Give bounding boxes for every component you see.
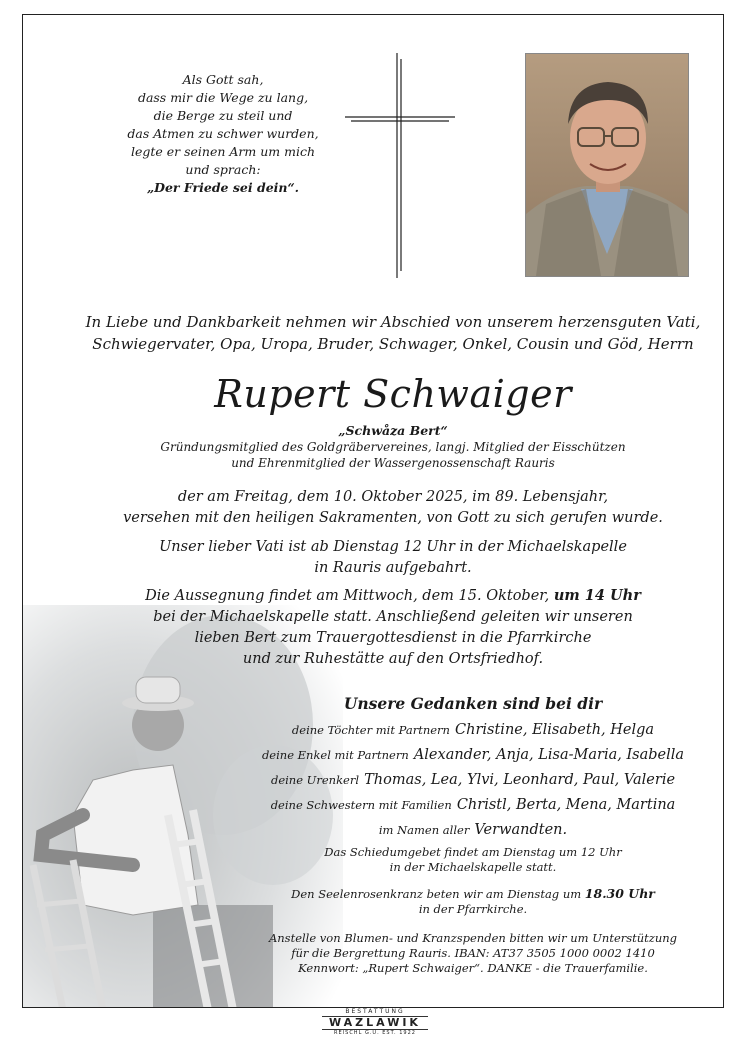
- funeral-home-logo: [300, 1008, 450, 1037]
- deceased-roles: [63, 439, 723, 471]
- rosary-text: Den Seelenrosenkranz beten wir am Dienstag um: [291, 887, 582, 901]
- family-list: [253, 691, 693, 842]
- poem-closing: „Der Friede sei dein“.: [146, 180, 300, 195]
- family-names: Christine, Elisabeth, Helga: [455, 722, 655, 738]
- family-prefix: deine Enkel mit Partnern: [261, 748, 409, 762]
- family-names: Christl, Berta, Mena, Martina: [456, 797, 676, 813]
- farewell-line: Das Schiedumgebet findet am Dienstag um 12 Uhr: [324, 845, 622, 859]
- donation-line: Anstelle von Blumen- und Kranzspenden bitten wir um Unterstützung: [268, 931, 678, 945]
- poem-line: das Atmen zu schwer wurden,: [127, 126, 319, 141]
- deceased-nickname: „Schwåza Bert“: [338, 423, 448, 438]
- donation-line: für die Bergrettung Rauris. IBAN: AT37 3505 1000 0002 1410: [291, 946, 655, 960]
- rosary-line: in der Pfarrkirche.: [418, 902, 528, 916]
- cross-icon: [345, 53, 455, 278]
- funeral-notice: [83, 585, 703, 670]
- death-notice: [83, 487, 703, 529]
- funeral-line: bei der Michaelskapelle statt. Anschließend geleiten wir unseren: [153, 609, 633, 625]
- intro-line: Schwiegervater, Opa, Uropa, Bruder, Schwager, Onkel, Cousin und Göd, Herrn: [92, 335, 694, 353]
- death-line: versehen mit den heiligen Sakramenten, von Gott zu sich gerufen wurde.: [123, 510, 663, 526]
- poem-line: legte er seinen Arm um mich: [130, 144, 316, 159]
- family-prefix: deine Urenkerl: [270, 773, 360, 787]
- family-names: Verwandten.: [474, 822, 568, 838]
- funeral-line: [83, 585, 703, 607]
- family-row: [253, 717, 693, 742]
- death-line: der am Freitag, dem 10. Oktober 2025, im 89. Lebensjahr,: [177, 489, 609, 505]
- family-prefix: deine Töchter mit Partnern: [291, 723, 450, 737]
- viewing-line: in Rauris aufgebahrt.: [314, 560, 472, 576]
- donation-line: Kennwort: „Rupert Schwaiger“. DANKE - die Trauerfamilie.: [298, 961, 648, 975]
- logo-brand: WAZLAWIK: [322, 1016, 428, 1030]
- role-line: und Ehrenmitglied der Wassergenossenschaft Rauris: [231, 456, 555, 470]
- funeral-date: Die Aussegnung findet am Mittwoch, dem 15. Oktober,: [145, 588, 550, 604]
- poem: [123, 71, 323, 197]
- family-row: [253, 742, 693, 767]
- family-prefix: im Namen aller: [378, 823, 470, 837]
- family-heading: Unsere Gedanken sind bei dir: [343, 694, 603, 713]
- deceased-name: Rupert Schwaiger: [214, 372, 572, 416]
- family-row: [253, 817, 693, 842]
- poem-line: die Berge zu steil und: [153, 108, 293, 123]
- portrait-photo: [525, 53, 689, 277]
- family-names: Thomas, Lea, Ylvi, Leonhard, Paul, Valerie: [364, 772, 676, 788]
- family-names: Alexander, Anja, Lisa-Maria, Isabella: [413, 747, 685, 763]
- farewell-line: in der Michaelskapelle statt.: [389, 860, 557, 874]
- poem-line: Als Gott sah,: [182, 72, 264, 87]
- poem-line: und sprach:: [185, 162, 261, 177]
- rosary-notice: [253, 886, 693, 917]
- funeral-line: lieben Bert zum Trauergottesdienst in die Pfarrkirche: [194, 630, 592, 646]
- logo-sub-text: REISCHL G.U. EST. 1922: [334, 1030, 416, 1036]
- intro-line: In Liebe und Dankbarkeit nehmen wir Abschied von unserem herzensguten Vati,: [85, 313, 701, 331]
- parte-frame: [22, 14, 724, 1008]
- funeral-time: um 14 Uhr: [553, 587, 641, 604]
- family-prefix: deine Schwestern mit Familien: [270, 798, 452, 812]
- family-row: [253, 792, 693, 817]
- viewing-line: Unser lieber Vati ist ab Dienstag 12 Uhr in der Michaelskapelle: [159, 539, 627, 555]
- funeral-line: und zur Ruhestätte auf den Ortsfriedhof.: [242, 651, 544, 667]
- rosary-time: 18.30 Uhr: [584, 886, 655, 901]
- rosary-line: [253, 886, 693, 902]
- poem-line: dass mir die Wege zu lang,: [137, 90, 309, 105]
- viewing-notice: [83, 537, 703, 579]
- logo-top-text: BESTATTUNG: [345, 1008, 405, 1015]
- role-line: Gründungsmitglied des Goldgräbervereines, langj. Mitglied der Eisschützen: [160, 440, 626, 454]
- family-row: [253, 767, 693, 792]
- farewell-prayer-notice: [253, 845, 693, 875]
- intro-text: [63, 311, 723, 355]
- donation-notice: [253, 931, 693, 976]
